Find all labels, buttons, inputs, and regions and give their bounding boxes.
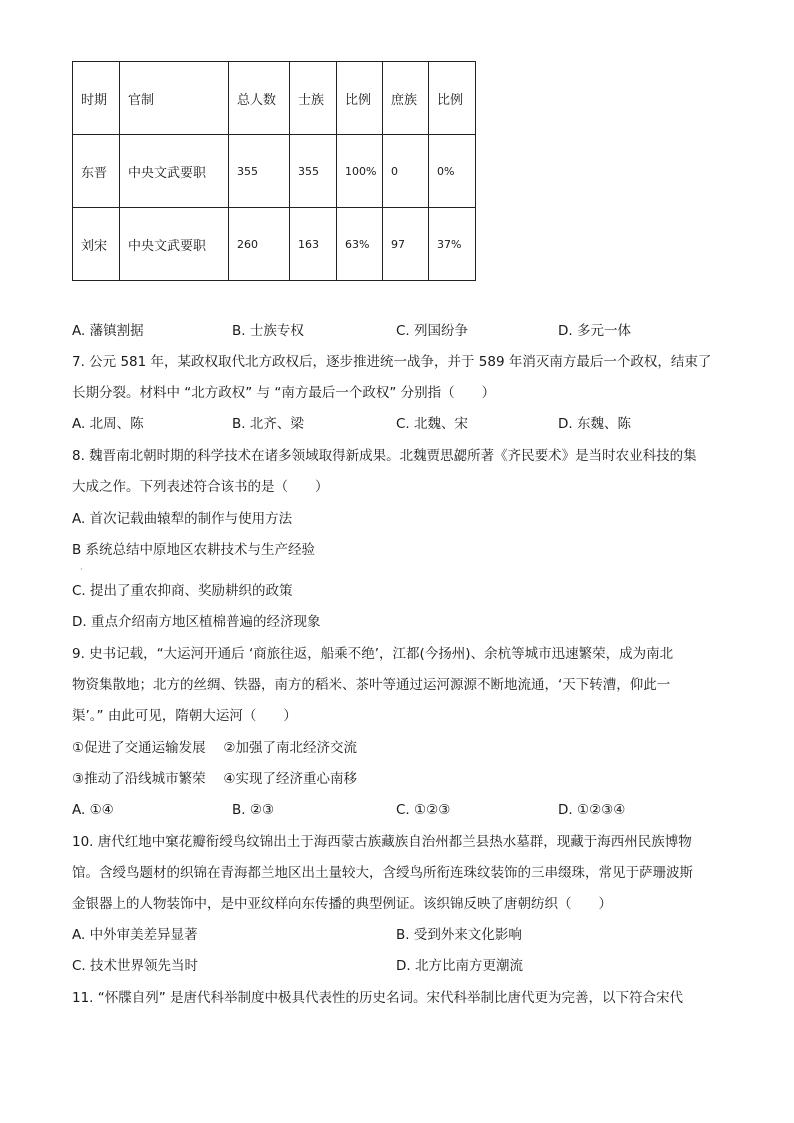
q7-option-c: C. 北魏、宋 xyxy=(396,416,469,432)
q9-stem-line: 9. 史书记载，“大运河开通后 ‘商旅往返，船乘不绝’，江都(今扬州)、余杭等城市迅速繁荣，成为南北 xyxy=(72,646,674,662)
table-cell: 97 xyxy=(383,208,429,281)
q9-statements-line: ③推动了沿线城市繁荣 ④实现了经济重心南移 xyxy=(72,771,357,787)
table-header-cell: 比例 xyxy=(429,62,476,135)
table-cell: 刘宋 xyxy=(73,208,120,281)
q8-option-c: C. 提出了重农抑商、奖励耕织的政策 xyxy=(72,583,293,599)
q7-option-b: B. 北齐、梁 xyxy=(232,416,304,432)
officials-table xyxy=(72,61,476,281)
q10-stem-line: 金银器上的人物装饰中，是中亚纹样向东传播的典型例证。该织锦反映了唐朝纺织（ ） xyxy=(72,896,612,912)
q8-stem-line: 8. 魏晋南北朝时期的科学技术在诸多领域取得新成果。北魏贾思勰所著《齐民要术》是当时农业科技的集 xyxy=(72,448,697,464)
q7-stem-line: 7. 公元 581 年，某政权取代北方政权后，逐步推进统一战争，并于 589 年消灭南方最后一个政权，结束了 xyxy=(72,354,712,370)
q8-option-a: A. 首次记载曲辕犁的制作与使用方法 xyxy=(72,511,293,527)
q9-option-a: A. ①④ xyxy=(72,802,114,818)
table-header-cell: 庶族 xyxy=(383,62,429,135)
q9-option-b: B. ②③ xyxy=(232,802,275,818)
table-cell: 355 xyxy=(229,135,290,208)
q11-stem-line: 11. “怀牒自列” 是唐代科举制度中极具代表性的历史名词。宋代科举制比唐代更为完善，以下符合宋代 xyxy=(72,990,684,1006)
table-cell: 355 xyxy=(290,135,337,208)
q6-option-a: A. 藩镇割据 xyxy=(72,323,144,339)
q10-stem-line: 10. 唐代红地中窠花瓣衔绶鸟纹锦出土于海西蒙古族藏族自治州都兰县热水墓群，现藏于海西州民族博物 xyxy=(72,834,692,850)
table-header-cell: 士族 xyxy=(290,62,337,135)
table-cell: 63% xyxy=(337,208,383,281)
q9-statements-line: ①促进了交通运输发展 ②加强了南北经济交流 xyxy=(72,740,357,756)
q10-option-d: D. 北方比南方更潮流 xyxy=(396,958,523,974)
q10-option-a: A. 中外审美差异显著 xyxy=(72,927,198,943)
q10-option-b: B. 受到外来文化影响 xyxy=(396,927,522,943)
table-cell: 东晋 xyxy=(73,135,120,208)
table-header-cell: 时期 xyxy=(73,62,120,135)
table-row xyxy=(73,208,476,281)
q6-option-b: B. 士族专权 xyxy=(232,323,304,339)
q6-option-c: C. 列国纷争 xyxy=(396,323,469,339)
table-header-cell: 比例 xyxy=(337,62,383,135)
q9-stem-line: 渠’。” 由此可见，隋朝大运河（ ） xyxy=(72,708,297,724)
q7-option-a: A. 北周、陈 xyxy=(72,416,144,432)
table-cell: 0% xyxy=(429,135,476,208)
table-cell: 中央文武要职 xyxy=(120,208,229,281)
q9-option-c: C. ①②③ xyxy=(396,802,451,818)
q7-stem-line: 长期分裂。材料中 “北方政权” 与 “南方最后一个政权” 分别指（ ） xyxy=(72,385,496,401)
q8-stem-line: 大成之作。下列表述符合该书的是（ ） xyxy=(72,479,329,495)
table-cell: 100% xyxy=(337,135,383,208)
q9-stem-line: 物资集散地；北方的丝绸、铁器，南方的稻米、茶叶等通过运河源源不断地流通，‘天下转漕，仰此一 xyxy=(72,677,671,693)
q7-option-d: D. 东魏、陈 xyxy=(558,416,631,432)
table-cell: 163 xyxy=(290,208,337,281)
q9-option-d: D. ①②③④ xyxy=(558,802,626,818)
q6-option-d: D. 多元一体 xyxy=(558,323,631,339)
q8-option-d: D. 重点介绍南方地区植棉普遍的经济现象 xyxy=(72,614,321,630)
q8-option-b: B 系统总结中原地区农耕技术与生产经验 xyxy=(72,542,316,558)
q10-option-c: C. 技术世界领先当时 xyxy=(72,958,199,974)
table-cell: 0 xyxy=(383,135,429,208)
q10-stem-line: 馆。含绶鸟题材的织锦在青海都兰地区出土量较大，含绶鸟所衔连珠纹装饰的三串缀珠，常见于萨珊波斯 xyxy=(72,865,693,881)
table-cell: 中央文武要职 xyxy=(120,135,229,208)
table-header-cell: 总人数 xyxy=(229,62,290,135)
table-cell: 37% xyxy=(429,208,476,281)
table-header-cell: 官制 xyxy=(120,62,229,135)
stray-mark: · xyxy=(80,565,83,574)
table-header-row xyxy=(73,62,476,135)
table-cell: 260 xyxy=(229,208,290,281)
table-row xyxy=(73,135,476,208)
